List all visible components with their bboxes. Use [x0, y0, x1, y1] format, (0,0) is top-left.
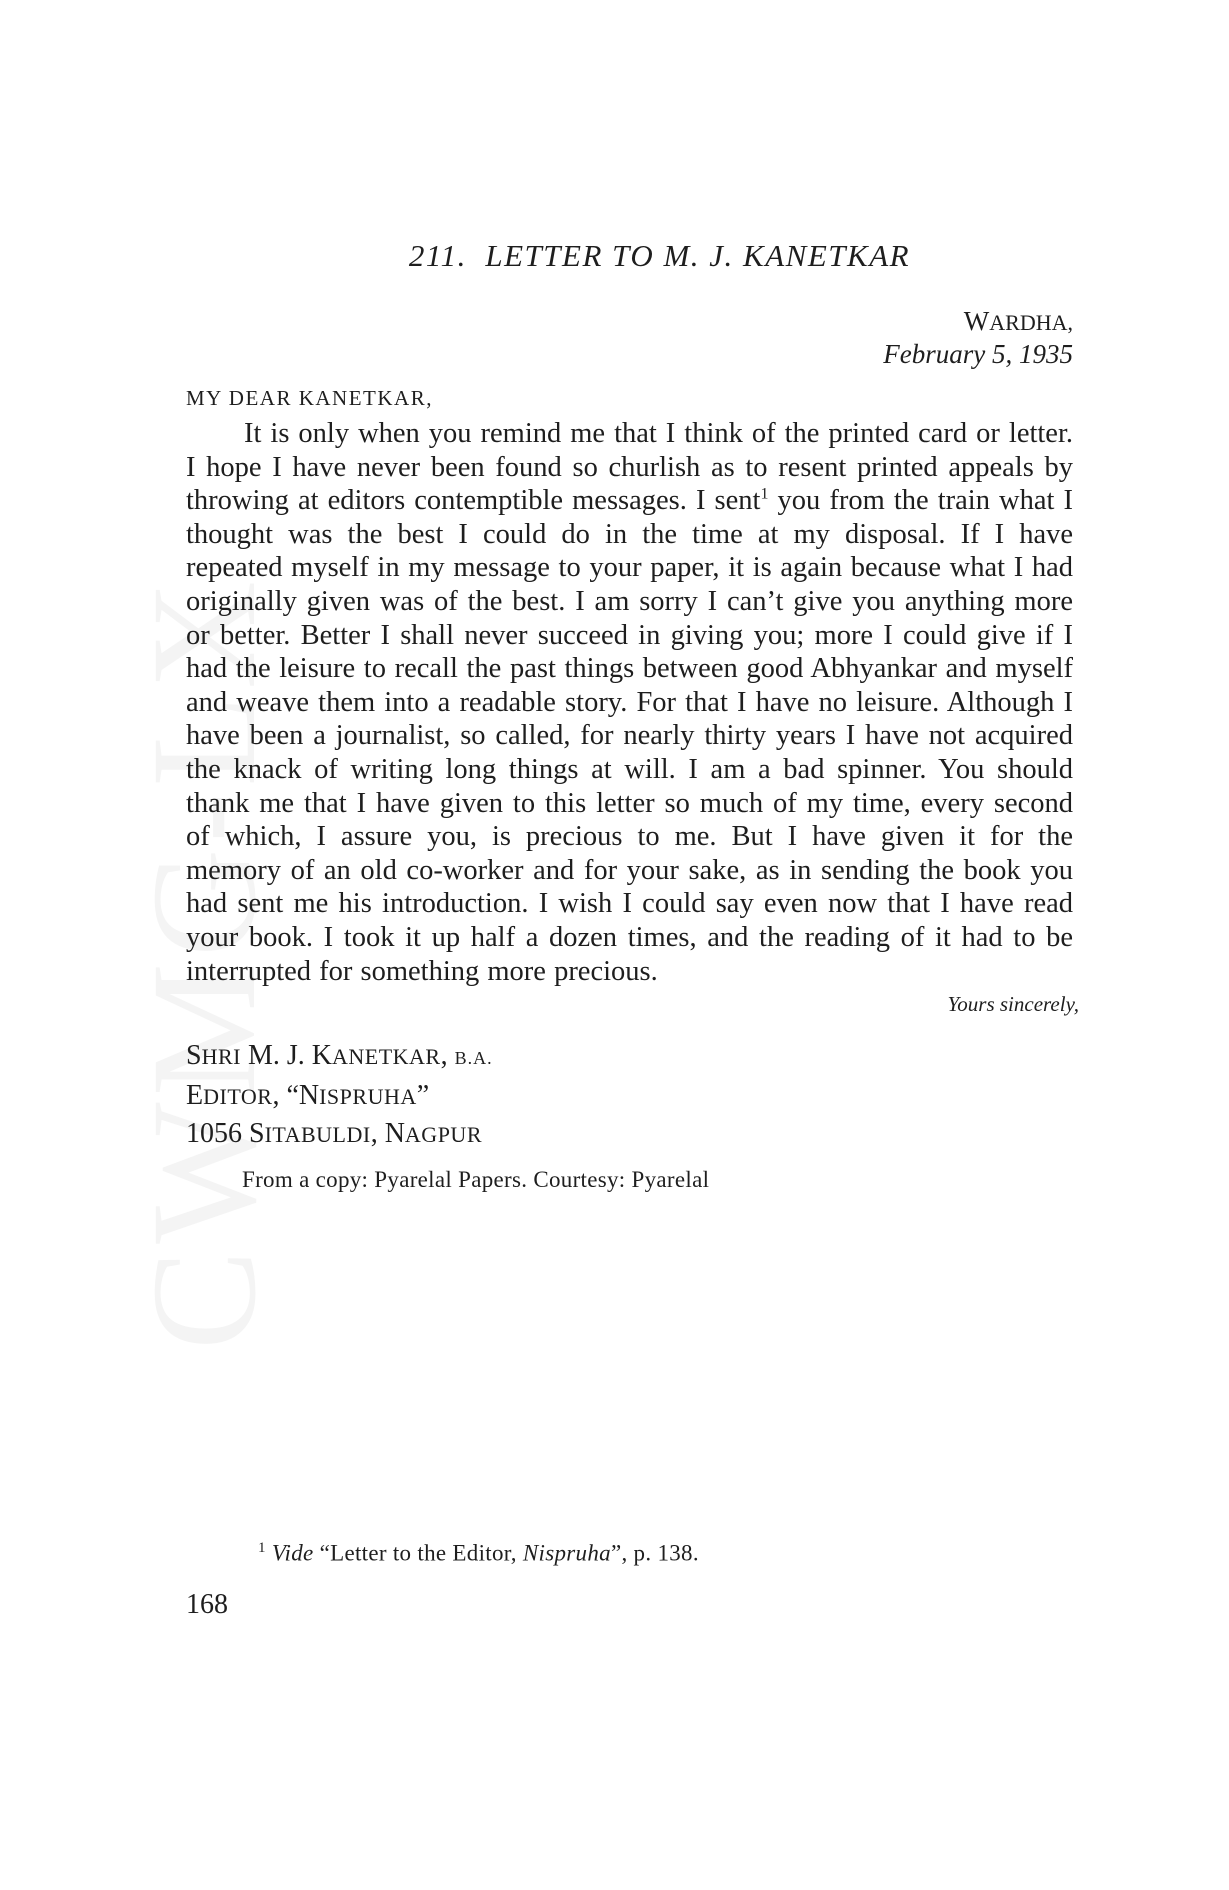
address-line-3: 1056 SITABULDI, NAGPUR	[186, 1118, 482, 1150]
body-part-1: It is only when you remind me that I think of the printed card or letter. I hope I have never been found so churlish as to resent printed appeals by throwing at editors contemptible messages. I sent	[186, 418, 1073, 517]
letter-heading	[186, 238, 1073, 274]
footnote-italic: Nispruha	[522, 1540, 611, 1566]
closing: Yours sincerely,	[947, 992, 1079, 1017]
footnote: $^1$ Vide “Letter to the Editor, Nispruha”, p. 138.	[258, 1540, 699, 1566]
address-line-2: EDITOR, “NISPRUHA”	[186, 1080, 430, 1112]
dateline-place: WARDHA,	[963, 306, 1073, 336]
source-note: From a copy: Pyarelal Papers. Courtesy: Pyarelal	[242, 1167, 710, 1193]
footnote-vide: Vide	[271, 1540, 314, 1566]
page-number: 168	[186, 1589, 228, 1620]
letter-title: LETTER TO M. J. KANETKAR	[485, 238, 911, 273]
footnote-reference: 1	[760, 485, 769, 503]
footnote-mark: 1	[258, 1540, 266, 1556]
address-line-1: SHRI M. J. KANETKAR, B.A.	[186, 1040, 493, 1072]
salutation: MY DEAR KANETKAR,	[186, 386, 433, 410]
dateline-date: February 5, 1935	[883, 339, 1073, 369]
body-part-2: you from the train what I thought was the best I could do in the time at my disposal. If I have repeated myself in my message to your paper, it is again because what I had originally given was of the best. I am sorry I can’t give you anything more or better. Better I shall never succeed in giving you; more I could give if I had the leisure to recall the past things between good Abhyankar and myself and weave them into a readable story. For that I have no leisure. Although I have been a journalist, so called, for nearly thirty years I have not acquired the knack of writing long things at will. I am a bad spinner. You should thank me that I have given to this letter so much of my time, every second of which, I assure you, is precious to me. But I have given it for the memory of an old co-worker and for your sake, as in sending the book you had sent me his introduction. I wish I could say even now that I have read your book. I took it up half a dozen times, and the reading of it had to be interrupted for something more precious.	[186, 485, 1073, 987]
letter-page	[186, 238, 1079, 1193]
letter-number: 211.	[408, 238, 467, 273]
letter-body	[186, 417, 1073, 988]
